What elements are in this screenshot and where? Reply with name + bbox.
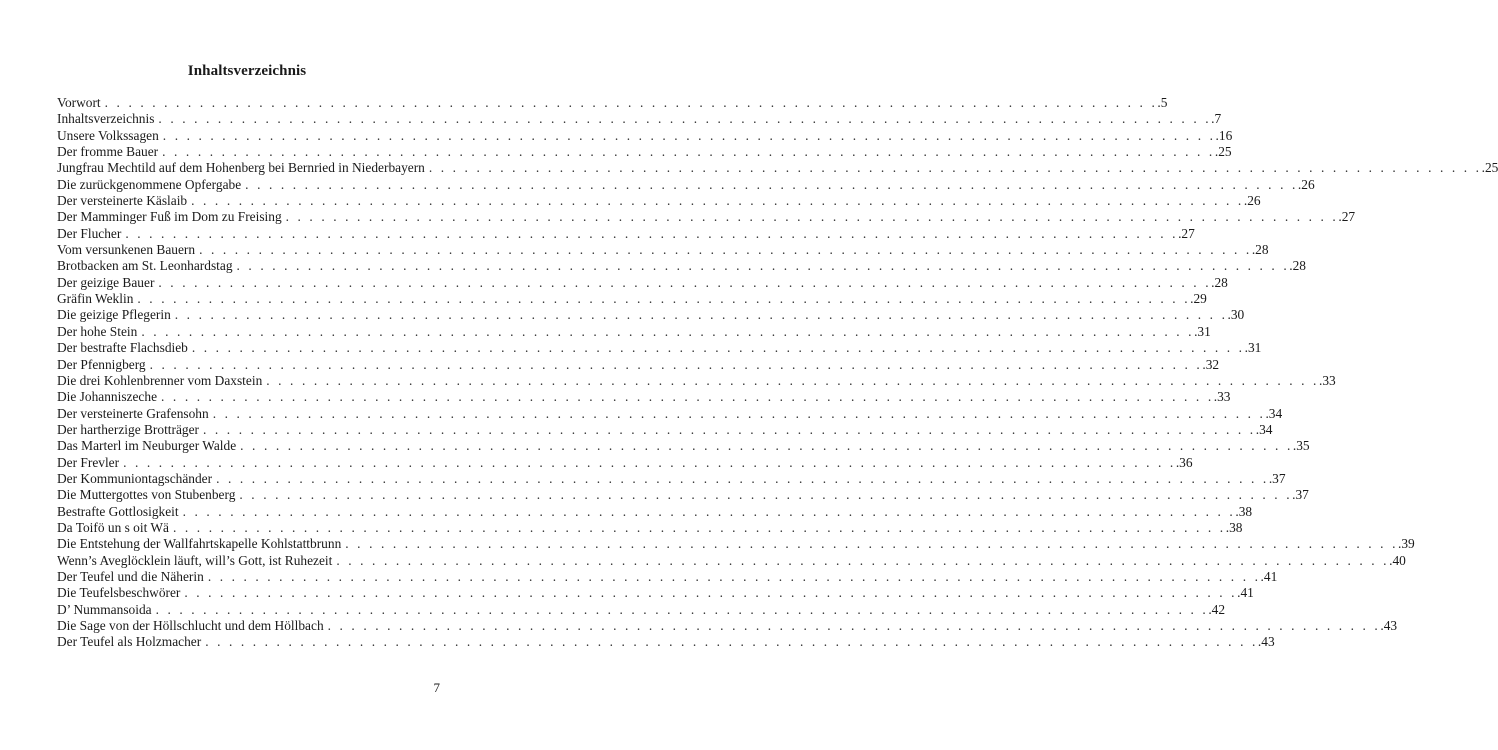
toc-entry-title: Die Entstehung der Wallfahrtskapelle Kohlstattbrunn <box>57 536 342 552</box>
toc-entry <box>57 618 1398 634</box>
dot-leader <box>212 471 1269 487</box>
toc-entry-title: Der hohe Stein <box>57 323 138 339</box>
toc-entry-title: Die Muttergottes von Stubenberg <box>57 487 236 503</box>
toc-entry-title: Vom versunkenen Bauern <box>57 242 196 258</box>
toc-entry-title: Der Flucher <box>57 225 122 241</box>
toc-entry-page: .34 <box>1255 421 1273 437</box>
dot-leader <box>188 340 1245 356</box>
toc-entry-page: .30 <box>1227 307 1245 323</box>
dot-leader <box>152 602 1209 618</box>
toc-entry-page: .36 <box>1175 454 1193 470</box>
toc-entry <box>57 225 1195 242</box>
toc-entry-title: Gräfin Weklin <box>57 291 134 307</box>
toc-entry-page: .41 <box>1260 568 1278 584</box>
toc-entry-title: Der geizige Bauer <box>57 274 155 290</box>
dot-leader <box>199 422 1256 438</box>
dot-leader <box>154 275 1211 291</box>
toc-entry-page: .29 <box>1190 291 1207 307</box>
toc-entry-page: .41 <box>1237 585 1254 601</box>
dot-leader <box>341 536 1398 552</box>
toc-entry-page: .5 <box>1157 95 1168 110</box>
dot-leader <box>133 291 1190 307</box>
toc-entry-page: .31 <box>1244 340 1262 356</box>
toc-entry-page: .28 <box>1289 258 1307 274</box>
toc-entry-title: Der fromme Bauer <box>57 144 159 160</box>
page-number: 7 <box>433 680 440 695</box>
toc-entry-title: Brotbacken am St. Leonhardstag <box>57 258 233 274</box>
toc-entry-title: Der Kommuniontagschänder <box>57 470 213 486</box>
dot-leader <box>119 455 1176 471</box>
toc-entry <box>57 209 1356 225</box>
toc-entry-page: .40 <box>1389 552 1406 568</box>
dot-leader <box>179 504 1236 520</box>
toc-entry-title: Der Teufel und die Näherin <box>57 568 204 584</box>
dot-leader <box>187 193 1244 209</box>
dot-leader <box>233 258 1290 274</box>
toc-entry <box>57 438 1310 454</box>
toc-entry-title: Die Teufelsbeschwörer <box>57 585 181 601</box>
toc-entry <box>57 454 1193 471</box>
dot-leader <box>169 520 1226 536</box>
toc-entry-page: .28 <box>1251 242 1269 258</box>
dot-leader <box>262 373 1319 389</box>
dot-leader <box>282 209 1339 225</box>
dot-leader <box>137 324 1194 340</box>
toc-entry-page: .25 <box>1481 160 1498 176</box>
toc-entry-page: .31 <box>1194 323 1211 339</box>
dot-leader <box>195 242 1252 258</box>
toc-entry <box>57 258 1307 274</box>
toc-entry-page: .27 <box>1338 209 1356 225</box>
toc-entry-title: Inhaltsverzeichnis <box>57 111 155 127</box>
toc-entry <box>57 160 1498 176</box>
toc-entry-title: Die geizige Pflegerin <box>57 307 171 323</box>
toc-entry-page: .16 <box>1215 127 1233 143</box>
toc-entry-title: Da Toifö un s oit Wä <box>57 519 170 535</box>
dot-leader <box>236 438 1293 454</box>
toc-entry-page: .26 <box>1297 176 1315 192</box>
toc-entry <box>57 503 1253 520</box>
toc-entry-page: .37 <box>1292 487 1309 503</box>
toc-entry-page: .32 <box>1202 356 1220 372</box>
dot-leader <box>241 177 1298 193</box>
toc-entry-page: .39 <box>1398 536 1415 552</box>
toc-entry <box>57 307 1245 323</box>
dot-leader <box>171 307 1228 323</box>
toc-entry <box>57 536 1415 552</box>
toc-entry <box>57 634 1275 650</box>
toc-entry-title: Bestrafte Gottlosigkeit <box>57 503 179 519</box>
toc-entry <box>57 470 1286 487</box>
dot-leader <box>101 95 1158 111</box>
toc-entry-title: Jungfrau Mechtild auf dem Hohenberg bei Bernried in Niederbayern <box>57 160 425 176</box>
toc-entry <box>57 585 1254 601</box>
toc-entry <box>57 421 1273 438</box>
table-of-contents <box>57 95 1498 651</box>
page-title: Inhaltsverzeichnis <box>187 63 307 79</box>
toc-entry <box>57 372 1336 389</box>
toc-entry <box>57 274 1228 291</box>
toc-entry-page: .42 <box>1208 601 1226 617</box>
toc-entry <box>57 568 1278 585</box>
dot-leader <box>121 226 1178 242</box>
dot-leader <box>235 487 1292 503</box>
toc-entry-page: .35 <box>1292 438 1310 454</box>
toc-entry <box>57 144 1232 160</box>
toc-entry-page: .34 <box>1265 405 1283 421</box>
dot-leader <box>332 553 1389 569</box>
toc-entry-page: .33 <box>1213 389 1231 405</box>
toc-entry-title: Der Teufel als Holzmacher <box>57 634 202 650</box>
dot-leader <box>201 634 1258 650</box>
dot-leader <box>324 618 1381 634</box>
toc-entry-title: Das Marterl im Neuburger Walde <box>57 438 237 454</box>
toc-entry-title: Wenn’s Aveglöcklein läuft, will’s Gott, ist Ruhezeit <box>57 552 333 568</box>
toc-entry-title: Die zurückgenommene Opfergabe <box>57 176 242 192</box>
dot-leader <box>146 357 1203 373</box>
toc-entry-title: Der versteinerte Grafensohn <box>57 405 209 421</box>
toc-entry-page: .37 <box>1268 470 1286 486</box>
toc-entry-title: Unsere Volkssagen <box>57 127 159 143</box>
toc-entry <box>57 356 1220 373</box>
dot-leader <box>159 128 1216 144</box>
toc-entry <box>57 405 1283 422</box>
toc-entry-title: Der Pfennigberg <box>57 356 146 372</box>
toc-entry <box>57 340 1262 356</box>
toc-entry <box>57 127 1233 144</box>
toc-entry-title: Der versteinerte Käslaib <box>57 193 188 209</box>
toc-entry-page: .43 <box>1380 618 1398 633</box>
dot-leader <box>209 406 1266 422</box>
dot-leader <box>180 585 1237 601</box>
toc-entry <box>57 111 1222 127</box>
toc-entry-title: Der bestrafte Flachsdieb <box>57 340 188 356</box>
toc-entry-page: .43 <box>1257 634 1275 650</box>
toc-entry <box>57 176 1315 193</box>
dot-leader <box>158 144 1215 160</box>
toc-entry-page: .7 <box>1211 111 1222 127</box>
dot-leader <box>204 569 1261 585</box>
dot-leader <box>157 389 1214 405</box>
toc-entry-page: .38 <box>1225 519 1243 535</box>
toc-entry <box>57 601 1226 618</box>
toc-entry-page: .28 <box>1211 274 1228 290</box>
toc-entry <box>57 242 1269 258</box>
toc-entry-title: D’ Nummansoida <box>57 601 152 617</box>
toc-entry-title: Der hartherzige Brotträger <box>57 421 200 437</box>
toc-entry <box>57 193 1261 209</box>
dot-leader <box>425 160 1482 176</box>
toc-entry <box>57 291 1207 307</box>
toc-entry <box>57 389 1231 405</box>
toc-entry <box>57 552 1406 569</box>
toc-entry <box>57 519 1243 536</box>
toc-entry <box>57 95 1168 111</box>
toc-entry-page: .38 <box>1235 503 1253 519</box>
toc-entry <box>57 487 1309 503</box>
toc-entry-page: .27 <box>1178 225 1195 241</box>
toc-entry-title: Die Sage von der Höllschlucht und dem Höllbach <box>57 618 324 633</box>
toc-entry-title: Der Frevler <box>57 454 120 470</box>
toc-entry <box>57 323 1211 340</box>
toc-entry-page: .25 <box>1214 144 1232 160</box>
toc-entry-page: .26 <box>1243 193 1261 209</box>
toc-entry-title: Die Johanniszeche <box>57 389 158 405</box>
toc-entry-page: .33 <box>1319 372 1336 388</box>
toc-entry-title: Die drei Kohlenbrenner vom Daxstein <box>57 372 263 388</box>
toc-entry-title: Vorwort <box>57 95 101 110</box>
toc-entry-title: Der Mamminger Fuß im Dom zu Freising <box>57 209 282 225</box>
dot-leader <box>154 111 1211 127</box>
